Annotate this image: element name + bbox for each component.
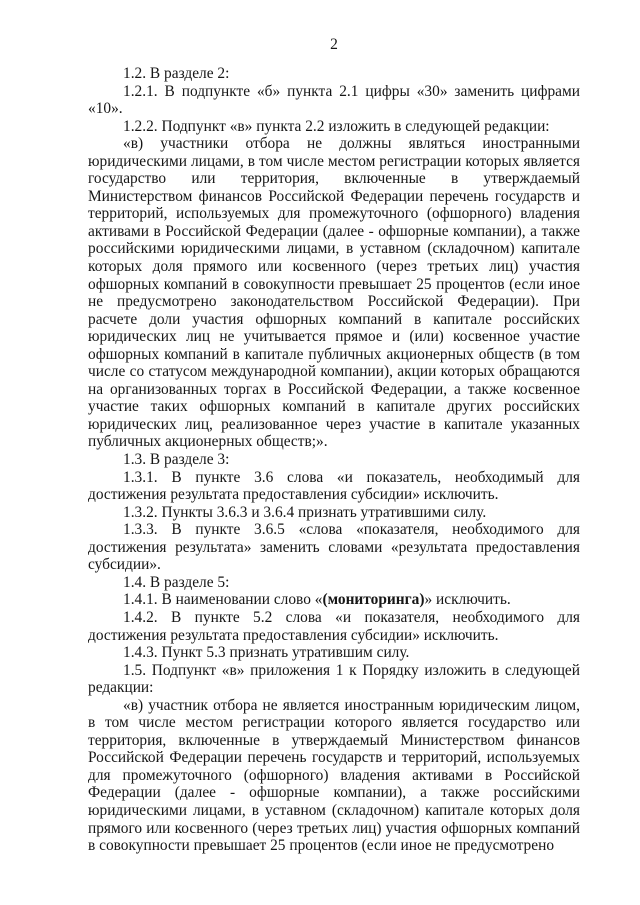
text-run: 1.3.2. Пункты 3.6.3 и 3.6.4 признать утратившими силу. [123, 503, 487, 521]
paragraph [88, 469, 580, 504]
paragraph [88, 662, 580, 697]
paragraph [88, 574, 580, 592]
paragraph [88, 83, 580, 118]
paragraph [88, 591, 580, 609]
paragraph [88, 135, 580, 451]
paragraph [88, 451, 580, 469]
text-run: 1.2.2. Подпункт «в» пункта 2.2 изложить в следующей редакции: [123, 117, 550, 135]
text-run: 1.2.1. В подпункте «б» пункта 2.1 цифры «30» заменить цифрами «10». [88, 82, 580, 118]
text-run: 1.4.2. В пункте 5.2 слова «и показателя, необходимого для достижения результата предоставления субсидии» исключить. [88, 608, 580, 644]
paragraph [88, 609, 580, 644]
bold-text-run: (мониторинга) [322, 591, 425, 609]
text-run: 1.4.3. Пункт 5.3 признать утратившим силу. [123, 644, 410, 662]
page-number: 2 [330, 36, 338, 53]
text-run: 1.2. В разделе 2: [123, 65, 230, 82]
paragraph [88, 65, 580, 83]
paragraphs [88, 65, 580, 855]
text-run: 1.3. В разделе 3: [123, 451, 230, 469]
paragraph [88, 521, 580, 574]
text-run: 1.3.3. В пункте 3.6.5 «слова «показателя, необходимого для достижения результата» заменить словами «результата предоставления субсидии». [88, 521, 580, 574]
text-run: » исключить. [424, 591, 511, 609]
paragraph [88, 644, 580, 662]
text-run: 1.3.1. В пункте 3.6 слова «и показатель, необходимый для достижения результата предоставления субсидии» исключить. [88, 468, 580, 504]
text-run: «в) участник отбора не является иностранным юридическим лицом, в том числе местом регистрации которого является государство или территория, включенные в утверждаемый Министерством финансов Российской Федерации перечень государств и территорий, используемых для промежуточного (офшорного) владения активами в Российской Федерации (далее - офшорные компании), а также российскими юридическими лицами, в уставном (складочном) капитале которых доля прямого или косвенного (через третьих лиц) участия офшорных компаний в совокупности превышает 25 процентов (если иное не предусмотрено [88, 696, 580, 855]
paragraph [88, 118, 580, 136]
text-run: 1.4. В разделе 5: [123, 573, 230, 591]
paragraph [88, 697, 580, 855]
text-run: «в) участники отбора не должны являться иностранными юридическими лицами, в том числе местом регистрации которых является государство или территория, включенные в утверждаемый Министерством финансов Российской Федерации перечень государств и территорий, используемых для промежуточного (офшорного) владения активами в Российской Федерации (далее - офшорные компании), а также российскими юридическими лицами, в уставном (складочном) капитале которых доля прямого или косвенного (через третьих лиц) участия офшорных компаний в совокупности превышает 25 процентов (если иное не предусмотрено законодательством Российской Федерации). При расчете доли участия офшорных компаний в капитале российских юридических лиц не учитывается прямое и (или) косвенное участие офшорных компаний в капитале публичных акционерных обществ (в том числе со статусом международной компании), акции которых обращаются на организованных торгах в Российской Федерации, а также косвенное участие таких офшорных компаний в капитале других российских юридических лиц, реализованное через участие в капитале указанных публичных акционерных обществ;». [88, 135, 580, 451]
page-content [88, 37, 580, 855]
text-run: 1.5. Подпункт «в» приложения 1 к Порядку изложить в следующей редакции: [88, 661, 580, 697]
text-run: 1.4.1. В наименовании слово « [123, 591, 323, 609]
paragraph [88, 504, 580, 522]
